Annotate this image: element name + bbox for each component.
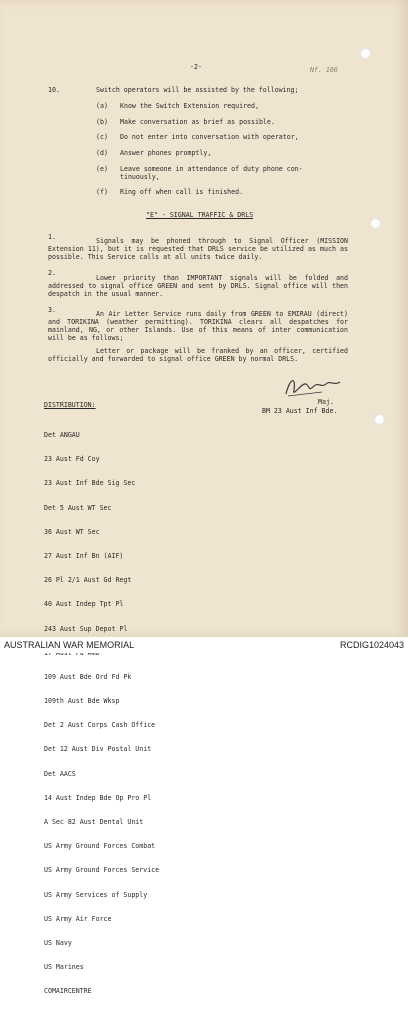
paragraph: Signals may be phoned through to Signal Officer (MISSION Extension 11), but it is requested that DRLS service be utilized as much as possible. This Service calls at all units twice daily. <box>48 237 348 261</box>
subitem-label: (e) <box>96 165 108 173</box>
distribution-item: US Navy <box>44 938 72 947</box>
signature-rank: Maj. <box>318 398 334 406</box>
item-number: 10. <box>48 86 60 94</box>
subitem-text: Leave someone in attendance of duty phone con- <box>120 165 303 173</box>
distribution-heading: DISTRIBUTION: <box>44 401 96 409</box>
paragraph: An Air Letter Service runs daily from GREEN to EMIRAU (direct) and TORIKINA (weather permitting). TORIKINA clears all despatches for mainland, NG, or other Islands. Use of this means of inter communication will be as follows; <box>48 310 348 342</box>
distribution-item: 243 Aust Sup Depot Pl <box>44 624 128 633</box>
distribution-item: 23 Aust Fd Coy <box>44 455 100 464</box>
subitem-text: Do not enter into conversation with operator, <box>120 133 299 141</box>
distribution-item: Det ANGAU <box>44 431 80 439</box>
section-heading: "E" - SIGNAL TRAFFIC & DRLS <box>146 211 254 219</box>
distribution-item: US Army Ground Forces Combat <box>44 842 156 851</box>
distribution-item: 109th Aust Bde Wksp <box>44 697 120 706</box>
subitem-label: (f) <box>96 188 108 196</box>
distribution-item: 26 Pl 2/1 Aust Gd Regt <box>44 576 132 585</box>
subitem-label: (b) <box>96 118 108 126</box>
paragraph-number: 1. <box>48 233 56 241</box>
distribution-item: A Sec 82 Aust Dental Unit <box>44 818 144 826</box>
subitem-text: Know the Switch Extension required, <box>120 102 259 110</box>
distribution-item: Det AACS <box>44 769 76 778</box>
subitem-text: Ring off when call is finished. <box>120 188 244 196</box>
subitem-label: (c) <box>96 133 108 141</box>
subitem-text: Make conversation as brief as possible. <box>120 118 275 126</box>
page-number: -2- <box>190 63 202 71</box>
distribution-item: Det 5 Aust WT Sec <box>44 503 112 512</box>
subitem-label: (d) <box>96 149 108 157</box>
paragraph: Lower priority than IMPORTANT signals will be folded and addressed to signal office GREEN and sent by DRLS. Signal office will then despatch in the usual manner. <box>48 274 348 298</box>
distribution-item: Det 12 Aust Div Postal Unit <box>44 745 152 754</box>
distribution-item: Det 2 Aust Corps Cash Office <box>44 721 156 730</box>
distribution-item: US Army Services of Supply <box>44 890 148 899</box>
subitem-text: Answer phones promptly, <box>120 149 212 157</box>
distribution-item: 23 Aust Inf Bde Sig Sec <box>44 479 136 488</box>
handwritten-signature <box>282 372 348 400</box>
distribution-item: 27 Aust Inf Bn (AIF) <box>44 551 124 560</box>
subitem-label: (a) <box>96 102 108 110</box>
distribution-item: 14 Aust Indep Bde Op Pro Pl <box>44 793 152 802</box>
item-intro: Switch operators will be assisted by the following; <box>96 86 299 94</box>
archive-footer <box>0 637 408 653</box>
footer-source: AUSTRALIAN WAR MEMORIAL <box>4 640 135 650</box>
distribution-item: 36 Aust WT Sec <box>44 527 100 536</box>
distribution-item: US Army Air Force <box>44 914 112 923</box>
distribution-list <box>44 415 159 1012</box>
footer-id: RCDIG1024043 <box>339 640 404 650</box>
paragraph-number: 3. <box>48 306 56 314</box>
distribution-item: US Army Ground Forces Service <box>44 866 160 875</box>
distribution-item: US Marines <box>44 963 84 972</box>
distribution-item: 109 Aust Bde Ord Fd Pk <box>44 672 132 681</box>
paragraph: Letter or package will be franked by an officer, certified officially and forwarded to signal office GREEN by normal DRLS. <box>48 347 348 363</box>
distribution-item: 40 Aust Indep Tpt Pl <box>44 600 124 609</box>
paragraph-number: 2. <box>48 269 56 277</box>
subitem-text-continued: tinuously, <box>120 173 160 181</box>
signature-title: BM 23 Aust Inf Bde. <box>262 407 338 415</box>
margin-note: Nf. 106 <box>310 66 338 74</box>
distribution-item: COMAIRCENTRE <box>44 987 92 996</box>
